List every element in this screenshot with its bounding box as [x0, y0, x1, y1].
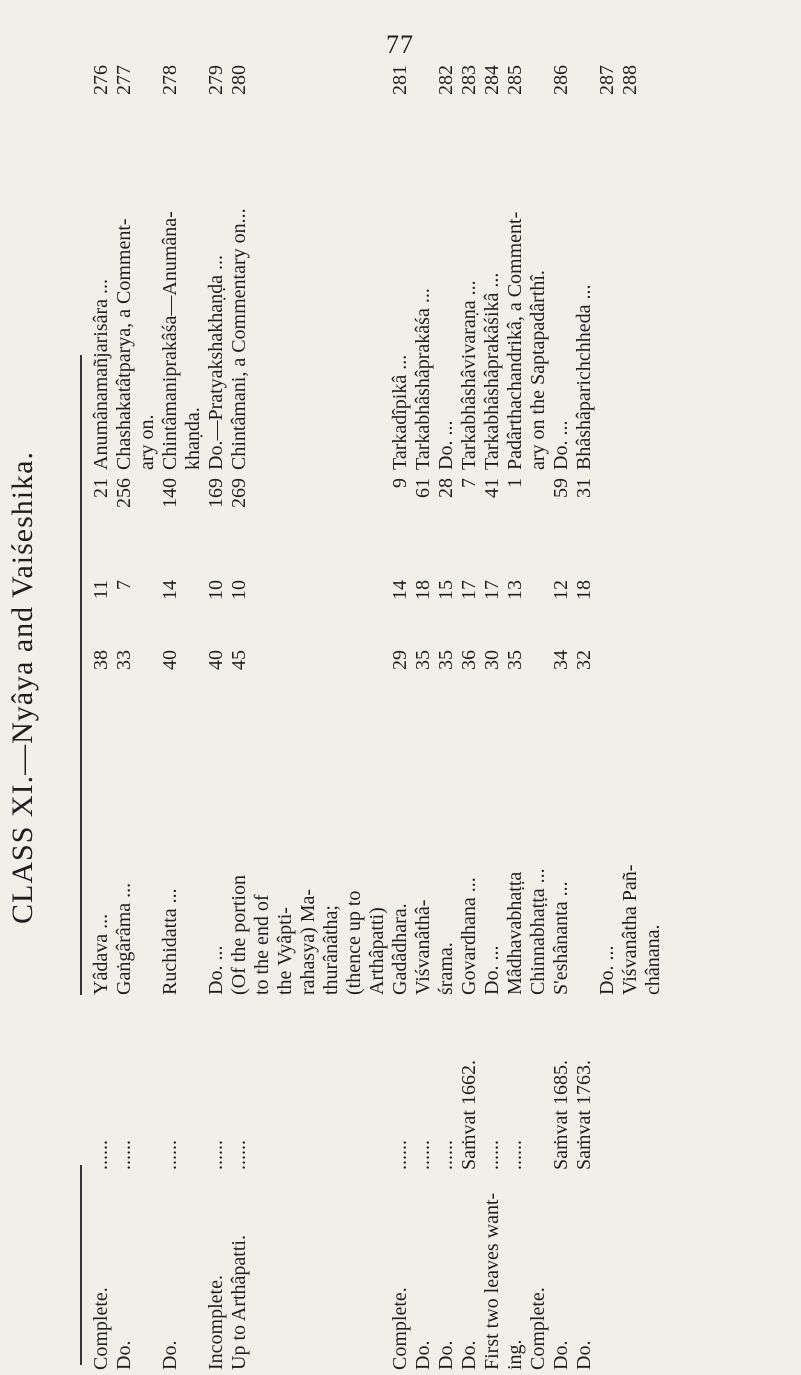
authors-cell: Chinnabhaṭṭa ...	[527, 868, 549, 995]
folios-cell	[274, 478, 297, 560]
letters-cell: 35	[435, 650, 457, 670]
dates-cell: ......	[205, 1140, 227, 1170]
remarks-cell: Up to Arthâpatti.	[228, 1235, 250, 1370]
remarks-cell	[366, 1180, 389, 1370]
letters-cell	[343, 650, 366, 720]
letters-cell: 33	[113, 650, 135, 670]
folios-cell: 169	[205, 478, 227, 508]
letters-cell	[366, 650, 389, 720]
column-folios	[90, 478, 665, 560]
lines-cell: 14	[389, 580, 411, 600]
column-title	[90, 135, 665, 470]
numbers-cell	[527, 65, 550, 125]
column-number	[90, 65, 665, 125]
letters-cell: 35	[504, 650, 526, 670]
numbers-cell: 278	[159, 65, 181, 95]
authors-cell: the Vyâpti-	[274, 907, 296, 995]
letters-cell	[251, 650, 274, 720]
remarks-cell: Do.	[550, 1340, 572, 1370]
lines-cell	[642, 580, 665, 635]
column-remarks	[90, 1180, 665, 1370]
authors-cell: Gadâdhara.	[389, 903, 411, 995]
authors-cell: (Of the portion	[228, 875, 250, 995]
dates-cell	[251, 1005, 274, 1170]
remarks-cell	[619, 1180, 642, 1370]
letters-cell: 35	[412, 650, 434, 670]
remarks-cell: Incomplete.	[205, 1275, 227, 1370]
titles-cell: Do. ...	[435, 420, 457, 470]
folios-cell	[596, 478, 619, 560]
titles-cell	[274, 135, 297, 470]
numbers-cell	[412, 65, 435, 125]
titles-cell: Tarkabhâshâprakâśa ...	[412, 288, 434, 470]
remarks-cell: Do.	[412, 1340, 434, 1370]
folios-cell	[642, 478, 665, 560]
letters-cell: 29	[389, 650, 411, 670]
numbers-cell	[320, 65, 343, 125]
authors-cell: Viśvanâthâ-	[412, 899, 434, 995]
lines-cell: 10	[228, 580, 250, 600]
dates-cell	[596, 1005, 619, 1170]
class-header: CLASS XI.—Nyâya and Vaiśeshika.	[6, 451, 39, 924]
lines-cell: 18	[573, 580, 595, 600]
numbers-cell: 280	[228, 65, 250, 95]
authors-cell	[136, 733, 159, 995]
dates-cell: ......	[228, 1140, 250, 1170]
lines-cell: 17	[481, 580, 503, 600]
titles-cell	[642, 135, 665, 470]
remarks-cell	[642, 1180, 665, 1370]
authors-cell: Do. ...	[596, 945, 618, 995]
dates-cell	[343, 1005, 366, 1170]
letters-cell: 30	[481, 650, 503, 670]
folios-cell: 256	[113, 478, 135, 508]
letters-cell	[527, 650, 550, 720]
lines-cell	[619, 580, 642, 635]
dates-cell	[619, 1005, 642, 1170]
dates-cell	[136, 1005, 159, 1170]
dates-cell: ......	[435, 1140, 457, 1170]
letters-cell: 36	[458, 650, 480, 670]
dates-cell	[297, 1005, 320, 1170]
column-letters	[90, 650, 665, 720]
titles-cell: Chintâmaniprakâśa—Anumâna-	[159, 211, 181, 470]
lines-cell: 13	[504, 580, 526, 600]
folios-cell	[182, 478, 205, 560]
dates-cell: ......	[481, 1140, 503, 1170]
numbers-cell: 286	[550, 65, 572, 95]
dates-cell: ......	[504, 1140, 526, 1170]
remarks-cell	[596, 1180, 619, 1370]
letters-cell: 40	[159, 650, 181, 670]
letters-cell	[642, 650, 665, 720]
dates-cell	[182, 1005, 205, 1170]
numbers-cell	[573, 65, 596, 125]
remarks-cell	[136, 1180, 159, 1370]
column-author	[90, 733, 665, 995]
titles-cell: ary on.	[136, 414, 158, 470]
authors-cell: Viśvanâtha Pañ-	[619, 864, 641, 995]
lines-cell	[320, 580, 343, 635]
numbers-cell	[274, 65, 297, 125]
lines-cell: 7	[113, 580, 135, 590]
titles-cell: Do.—Pratyakshakhaṇḍa ...	[205, 255, 227, 470]
folios-cell: 31	[573, 478, 595, 498]
lines-cell: 17	[458, 580, 480, 600]
column-lines	[90, 580, 665, 635]
numbers-cell	[366, 65, 389, 125]
authors-cell: thurânâtha;	[320, 905, 342, 995]
folios-cell: 269	[228, 478, 250, 508]
lines-cell	[136, 580, 159, 635]
numbers-cell: 282	[435, 65, 457, 95]
titles-cell: Chintâmani, a Commentary on...	[228, 208, 250, 470]
dates-cell: Saṁvat 1685.	[550, 1060, 572, 1170]
folios-cell	[251, 478, 274, 560]
remarks-cell	[320, 1180, 343, 1370]
authors-cell: S'eshânanta ...	[550, 881, 572, 995]
remarks-cell: Do.	[573, 1340, 595, 1370]
numbers-cell: 276	[90, 65, 112, 95]
numbers-cell: 285	[504, 65, 526, 95]
authors-cell	[182, 733, 205, 995]
authors-cell: Yâdava ...	[90, 913, 112, 995]
folios-cell: 9	[389, 478, 411, 488]
authors-cell: Arthâpatti)	[366, 907, 388, 995]
titles-cell: Bhâshâparichchheda ...	[573, 284, 595, 470]
dates-cell	[527, 1005, 550, 1170]
letters-cell: 38	[90, 650, 112, 670]
lines-cell	[251, 580, 274, 635]
remarks-cell: Do.	[435, 1340, 457, 1370]
remarks-cell	[343, 1180, 366, 1370]
lines-cell: 12	[550, 580, 572, 600]
lines-cell: 18	[412, 580, 434, 600]
numbers-cell	[642, 65, 665, 125]
titles-cell	[297, 135, 320, 470]
folios-cell: 7	[458, 478, 480, 488]
numbers-cell: 284	[481, 65, 503, 95]
letters-cell	[596, 650, 619, 720]
remarks-cell	[251, 1180, 274, 1370]
letters-cell	[274, 650, 297, 720]
letters-cell	[619, 650, 642, 720]
titles-cell: Tarkabhâshâvivaraṇa ...	[458, 280, 480, 470]
dates-cell: ......	[90, 1140, 112, 1170]
dates-cell	[642, 1005, 665, 1170]
letters-cell	[136, 650, 159, 720]
authors-cell: to the end of	[251, 894, 273, 995]
titles-cell	[619, 135, 642, 470]
folios-cell	[320, 478, 343, 560]
dates-cell	[366, 1005, 389, 1170]
remarks-cell	[182, 1180, 205, 1370]
page-number: 77	[386, 30, 414, 59]
lines-cell: 10	[205, 580, 227, 600]
remarks-cell: Do.	[113, 1340, 135, 1370]
titles-cell: khaṇda.	[182, 407, 204, 470]
folios-cell: 140	[159, 478, 181, 508]
table-top-rule	[80, 355, 82, 995]
numbers-cell	[297, 65, 320, 125]
remarks-cell: Complete.	[527, 1287, 549, 1370]
authors-cell: śrama.	[435, 942, 457, 995]
lines-cell: 11	[90, 580, 112, 600]
authors-cell: Govardhana ...	[458, 877, 480, 995]
letters-cell: 34	[550, 650, 572, 670]
authors-cell: chânana.	[642, 924, 664, 995]
lines-cell	[366, 580, 389, 635]
titles-cell: Padârthachandrikâ, a Comment-	[504, 211, 526, 470]
authors-cell: rahasya) Ma-	[297, 888, 319, 995]
numbers-cell: 277	[113, 65, 135, 95]
letters-cell: 32	[573, 650, 595, 670]
folios-cell	[366, 478, 389, 560]
remarks-cell: Complete.	[90, 1287, 112, 1370]
titles-cell	[251, 135, 274, 470]
authors-cell: Gaṅgârâma ...	[113, 882, 135, 995]
folios-cell: 28	[435, 478, 457, 498]
titles-cell	[343, 135, 366, 470]
lines-cell: 15	[435, 580, 457, 600]
dates-cell: ......	[159, 1140, 181, 1170]
numbers-cell: 281	[389, 65, 411, 95]
authors-cell	[573, 733, 596, 995]
titles-cell: Do. ...	[550, 420, 572, 470]
letters-cell: 45	[228, 650, 250, 670]
lines-cell	[274, 580, 297, 635]
titles-cell	[596, 135, 619, 470]
folios-cell	[527, 478, 550, 560]
folios-cell: 59	[550, 478, 572, 498]
dates-cell: Saṁvat 1763.	[573, 1060, 595, 1170]
authors-cell: Mâdhavabhaṭṭa	[504, 871, 526, 995]
column-date	[90, 1005, 665, 1170]
remarks-cell: Do.	[458, 1340, 480, 1370]
remarks-cell: First two leaves want-	[481, 1192, 503, 1370]
folios-cell: 1	[504, 478, 526, 488]
titles-cell: ary on the Saptapadârthî.	[527, 270, 549, 470]
letters-cell	[182, 650, 205, 720]
lines-cell	[182, 580, 205, 635]
numbers-cell	[343, 65, 366, 125]
folios-cell: 41	[481, 478, 503, 498]
remarks-cell: Do.	[159, 1340, 181, 1370]
lines-cell	[343, 580, 366, 635]
remarks-cell: Complete.	[389, 1287, 411, 1370]
numbers-cell: 283	[458, 65, 480, 95]
letters-cell	[297, 650, 320, 720]
titles-cell: Chashakatâtparya, a Comment-	[113, 218, 135, 470]
dates-cell: ......	[412, 1140, 434, 1170]
folios-cell	[297, 478, 320, 560]
dates-cell	[320, 1005, 343, 1170]
authors-cell: Ruchidatta ...	[159, 888, 181, 995]
dates-cell: ......	[113, 1140, 135, 1170]
lines-cell	[596, 580, 619, 635]
titles-cell: Tarkabhâshâprakâśikâ ...	[481, 272, 503, 470]
titles-cell	[366, 135, 389, 470]
numbers-cell	[251, 65, 274, 125]
dates-cell: ......	[389, 1140, 411, 1170]
folios-cell	[343, 478, 366, 560]
remarks-cell: ing.	[504, 1339, 526, 1370]
numbers-cell	[182, 65, 205, 125]
dates-cell: Saṁvat 1662.	[458, 1060, 480, 1170]
lines-cell	[527, 580, 550, 635]
folios-cell	[619, 478, 642, 560]
authors-cell: (thence up to	[343, 890, 365, 995]
remarks-cell	[297, 1180, 320, 1370]
titles-cell: Tarkadîpikâ ...	[389, 354, 411, 470]
authors-cell: Do. ...	[205, 945, 227, 995]
letters-cell: 40	[205, 650, 227, 670]
folios-cell: 21	[90, 478, 112, 498]
numbers-cell: 287	[596, 65, 618, 95]
authors-cell: Do. ...	[481, 945, 503, 995]
titles-cell	[320, 135, 343, 470]
remarks-top-rule	[80, 1165, 82, 1365]
dates-cell	[274, 1005, 297, 1170]
numbers-cell: 279	[205, 65, 227, 95]
numbers-cell: 288	[619, 65, 641, 95]
lines-cell: 14	[159, 580, 181, 600]
letters-cell	[320, 650, 343, 720]
folios-cell: 61	[412, 478, 434, 498]
numbers-cell	[136, 65, 159, 125]
lines-cell	[297, 580, 320, 635]
titles-cell: Anumânamañjarisâra ...	[90, 278, 112, 470]
folios-cell	[136, 478, 159, 560]
remarks-cell	[274, 1180, 297, 1370]
